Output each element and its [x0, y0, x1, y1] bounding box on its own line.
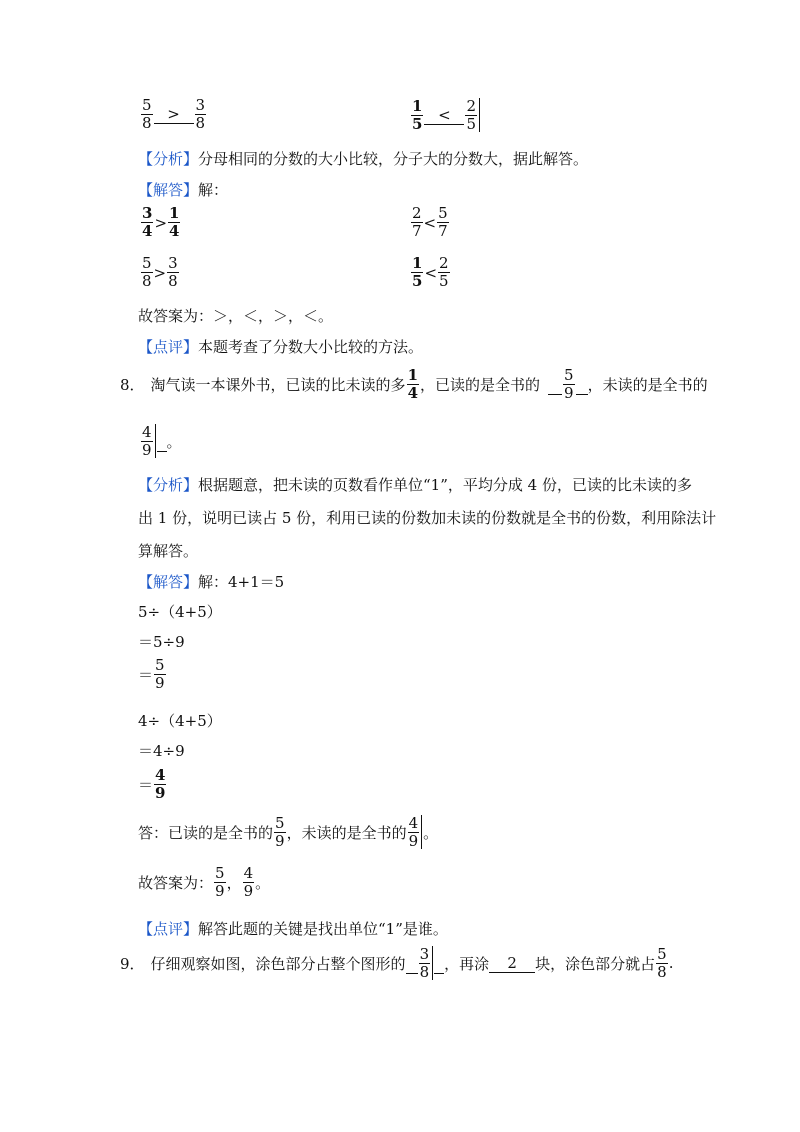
fraction: $\frac{3}{8}$: [195, 96, 206, 132]
answer-line: [138, 571, 284, 592]
solution-2: [410, 206, 450, 239]
solution-step: 4÷（4+5）: [138, 712, 222, 730]
answer-blank: $\frac{3}{8}$: [419, 944, 430, 981]
answer-blank: <: [424, 106, 464, 125]
fraction: $\frac{2}{5}$: [466, 96, 476, 133]
fraction: $\frac{5}{9}$: [215, 864, 225, 900]
answer-text: ，未读的是全书的: [286, 823, 407, 842]
answer-blank: 2: [489, 954, 535, 973]
comment-line: [138, 918, 448, 939]
question-8-blank-2: [140, 424, 182, 458]
fraction: $\frac{5}{9}$: [275, 813, 285, 850]
text-cursor: [421, 815, 422, 849]
final-answer: [138, 866, 270, 899]
solution-step: [138, 768, 167, 801]
answer-tag: 【解答】: [138, 181, 199, 199]
answer-tag: 【解答】: [138, 573, 199, 591]
comparison-2: [410, 98, 481, 132]
punctuation: 。: [423, 823, 439, 842]
answer-text: 答：已读的是全书的: [138, 823, 274, 842]
answer-line: [138, 179, 228, 200]
fraction: $\frac{4}{9}$: [408, 813, 419, 850]
question-text: ，已读的是全书的: [420, 376, 541, 394]
punctuation: ，: [226, 874, 242, 892]
solution-3: [140, 256, 180, 289]
question-text: 淘气读一本课外书，已读的比未读的多: [150, 376, 406, 394]
fraction: $\frac{5}{8}$: [142, 254, 152, 290]
answer-blank: $\frac{4}{9}$: [142, 422, 152, 459]
text-cursor: [432, 946, 433, 980]
fraction: $\frac{2}{5}$: [439, 254, 449, 290]
comment-text: 解答此题的关键是找出单位“1”是谁。: [198, 920, 448, 938]
comparison-sign: >: [154, 213, 168, 232]
comment-line: [138, 336, 423, 357]
fraction: $\frac{1}{4}$: [407, 366, 418, 402]
question-text: ，再涂: [444, 954, 490, 973]
equals-sign: ＝: [138, 776, 154, 794]
comment-text: 本题考查了分数大小比较的方法。: [198, 338, 424, 356]
answer-blank: >: [154, 105, 194, 124]
fraction: $\frac{5}{9}$: [155, 656, 165, 692]
analysis-line: [138, 148, 588, 169]
analysis-tag: 【分析】: [138, 476, 199, 494]
analysis-tag: 【分析】: [138, 150, 199, 168]
fraction: $\frac{3}{4}$: [142, 204, 153, 240]
solution-step: ＝5÷9: [138, 633, 185, 651]
fraction: $\frac{1}{5}$: [412, 254, 423, 290]
comparison-sign: <: [423, 213, 437, 232]
fraction: $\frac{1}{4}$: [169, 204, 180, 240]
question-text: 仔细观察如图，涂色部分占整个图形的: [150, 954, 406, 973]
analysis-text: 算解答。: [138, 542, 199, 560]
answer-text: 解：4+1＝5: [198, 573, 285, 591]
fraction: $\frac{5}{8}$: [142, 96, 152, 132]
question-number: 9．: [120, 954, 145, 973]
comparison-sign: >: [153, 263, 167, 282]
question-text: ，未读的是全书的: [587, 376, 708, 394]
solution-step: 5÷（4+5）: [138, 603, 222, 621]
answer-statement: [138, 815, 438, 849]
fraction: $\frac{1}{5}$: [412, 96, 423, 133]
fraction: $\frac{4}{9}$: [243, 864, 254, 900]
final-answer: 故答案为：＞，＜，＞，＜。: [138, 307, 334, 325]
fraction: $\frac{5}{7}$: [438, 204, 448, 240]
answer-blank: $\frac{5}{9}$: [564, 366, 574, 402]
fraction: $\frac{5}{8}$: [657, 944, 667, 981]
fraction: $\frac{3}{8}$: [168, 254, 178, 290]
fraction: $\frac{2}{7}$: [412, 204, 422, 240]
comparison-1: [140, 98, 207, 131]
question-9: [120, 946, 673, 980]
solution-4: [410, 256, 451, 289]
comparison-sign: <: [424, 263, 438, 282]
analysis-text: 根据题意，把未读的页数看作单位“1”，平均分成 4 份，已读的比未读的多: [198, 476, 692, 494]
solution-step: [138, 658, 167, 691]
equals-sign: ＝: [138, 666, 154, 684]
comment-tag: 【点评】: [138, 920, 199, 938]
text-cursor: [479, 98, 480, 132]
comment-tag: 【点评】: [138, 338, 199, 356]
question-text: 块，涂色部分就占: [535, 954, 656, 973]
question-number: 8．: [120, 376, 145, 394]
final-answer-label: 故答案为：: [138, 874, 214, 892]
punctuation: 。: [166, 432, 182, 451]
text-cursor: [155, 424, 156, 458]
analysis-text: 分母相同的分数的大小比较，分子大的分数大，据此解答。: [198, 150, 589, 168]
fraction: $\frac{4}{9}$: [155, 766, 166, 802]
answer-text: 解：: [198, 181, 229, 199]
punctuation: 。: [255, 874, 271, 892]
punctuation: .: [668, 954, 674, 972]
solution-step: ＝4÷9: [138, 742, 185, 760]
question-8: [120, 368, 708, 401]
analysis-text: 出 1 份，说明已读占 5 份，利用已读的份数加未读的份数就是全书的份数，利用除法计: [138, 509, 717, 527]
solution-1: [140, 206, 181, 239]
analysis-line: [138, 474, 692, 495]
